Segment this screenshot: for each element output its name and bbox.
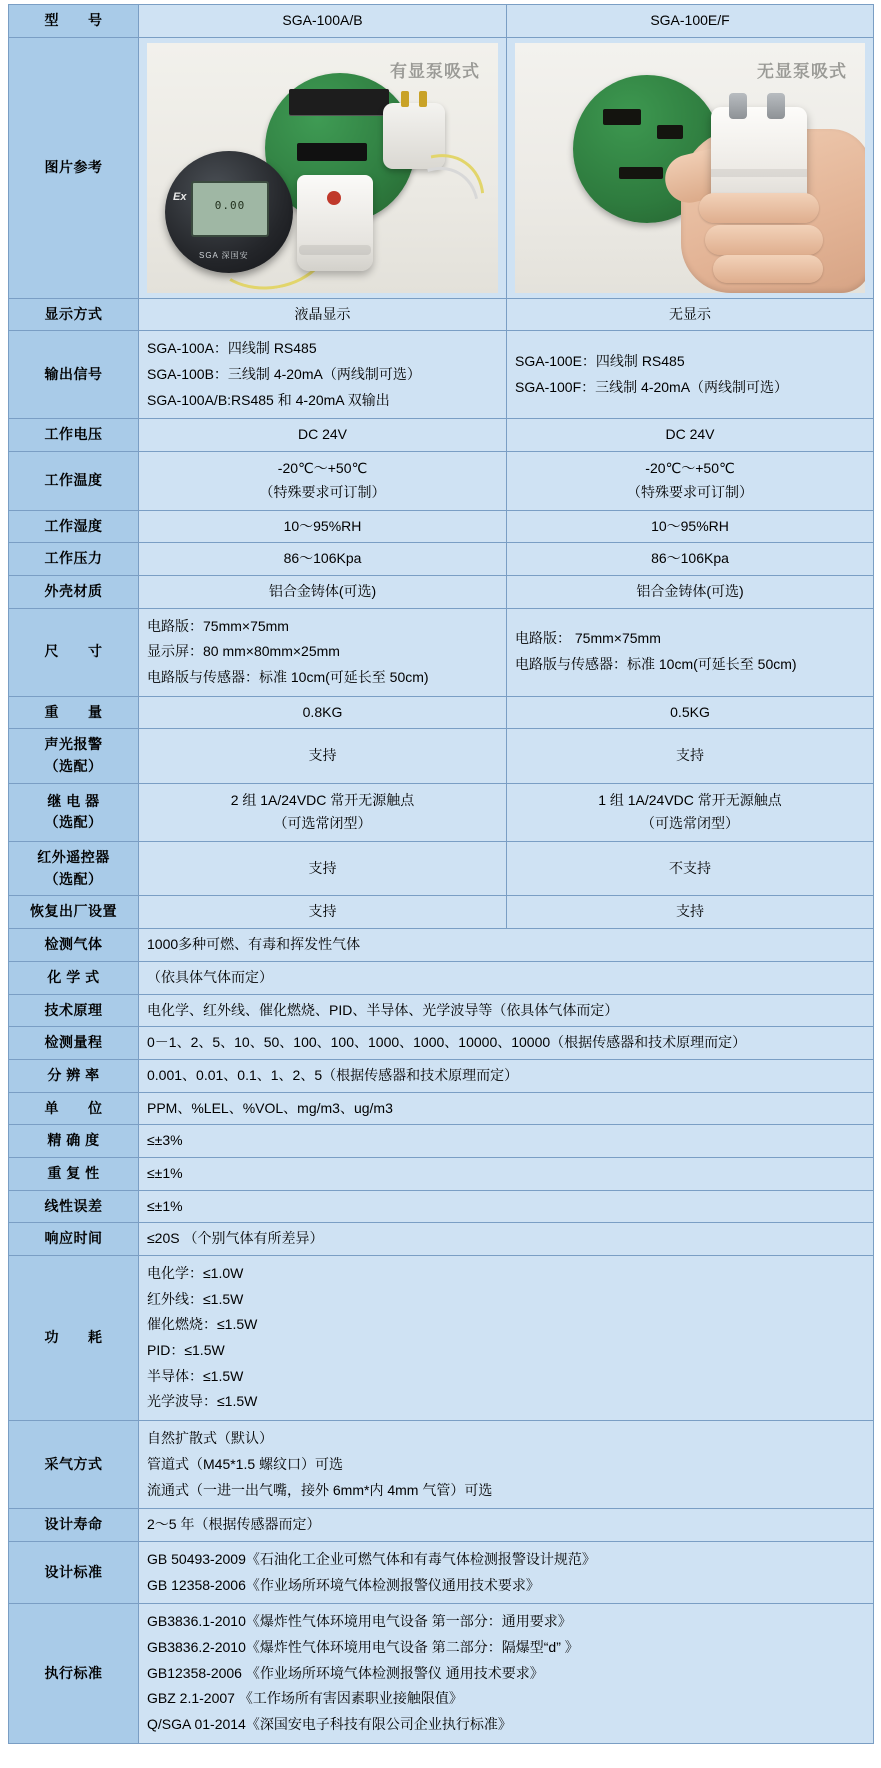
- probe-band-image: [711, 169, 807, 177]
- temperature-b-line-2: （特殊要求可订制）: [627, 483, 753, 500]
- factory-reset-b-value: 支持: [507, 896, 874, 929]
- table-row-pressure: [9, 543, 874, 576]
- chip-image: [603, 109, 641, 125]
- size-a-line-3: 电路版与传感器：标准 10cm(可延长至 50cm): [147, 668, 429, 685]
- temperature-a-line-1: -20℃～+50℃: [277, 460, 368, 477]
- shell-a-value: 铝合金铸体(可选): [139, 575, 507, 608]
- weight-a-value: 0.8KG: [139, 696, 507, 729]
- row-label-photo: 图片参考: [9, 37, 139, 298]
- row-label-gas: 检测气体: [9, 929, 139, 962]
- temperature-b-value: [507, 452, 874, 510]
- photo-caption-b: 无显泵吸式: [757, 61, 847, 81]
- row-label-pressure: 工作压力: [9, 543, 139, 576]
- row-label-response: 响应时间: [9, 1223, 139, 1256]
- row-label-accuracy: 精 确 度: [9, 1125, 139, 1158]
- pump-unit-image: [297, 175, 373, 271]
- principle-value: 电化学、红外线、催化燃烧、PID、半导体、光学波导等（依具体气体而定）: [139, 994, 874, 1027]
- table-row-accuracy: [9, 1125, 874, 1158]
- row-label-humidity: 工作湿度: [9, 510, 139, 543]
- temperature-a-value: [139, 452, 507, 510]
- row-label-range: 检测量程: [9, 1027, 139, 1060]
- table-row-power: [9, 1256, 874, 1421]
- chip-image: [657, 125, 683, 139]
- output-a-line-1: SGA-100A：四线制 RS485: [147, 340, 317, 357]
- table-row-exec-standard: [9, 1604, 874, 1743]
- table-row-range: [9, 1027, 874, 1060]
- sampling-value: [139, 1421, 874, 1509]
- row-label-repeatability: 重 复 性: [9, 1157, 139, 1190]
- product-photo-a: [147, 43, 498, 293]
- row-label-factory-reset: 恢复出厂设置: [9, 896, 139, 929]
- lifetime-value: 2～5 年（根据传感器而定）: [139, 1509, 874, 1542]
- row-label-sampling: 采气方式: [9, 1421, 139, 1509]
- lcd-reading: 0.00: [214, 198, 246, 212]
- relay-a-line-2: （可选常闭型）: [273, 815, 372, 832]
- photo-caption-a: 有显泵吸式: [390, 61, 480, 81]
- linearity-value: ≤±1%: [139, 1190, 874, 1223]
- specification-table: [8, 4, 874, 1744]
- power-line-4: PID：≤1.5W: [147, 1342, 225, 1359]
- table-row-model: [9, 5, 874, 38]
- product-photo-b: [515, 43, 865, 293]
- table-row-principle: [9, 994, 874, 1027]
- table-row-relay: [9, 783, 874, 841]
- output-b-value: [507, 331, 874, 419]
- table-row-factory-reset: [9, 896, 874, 929]
- output-a-value: [139, 331, 507, 419]
- row-label-remote: [9, 842, 139, 896]
- chip-image: [619, 167, 663, 179]
- row-label-model: 型 号: [9, 5, 139, 38]
- power-line-3: 催化燃烧：≤1.5W: [147, 1316, 258, 1333]
- unit-value: PPM、%LEL、%VOL、mg/m3、ug/m3: [139, 1092, 874, 1125]
- table-row-display: [9, 298, 874, 331]
- resolution-value: 0.001、0.01、0.1、1、2、5（根据传感器和技术原理而定）: [139, 1059, 874, 1092]
- model-b-value: SGA-100E/F: [507, 5, 874, 38]
- size-b-value: [507, 608, 874, 696]
- row-label-relay-line-2: （选配）: [44, 814, 103, 831]
- row-label-formula: 化 学 式: [9, 961, 139, 994]
- row-label-design-standard: 设计标准: [9, 1541, 139, 1603]
- row-label-temperature: 工作温度: [9, 452, 139, 510]
- sampling-line-3: 流通式（一进一出气嘴，接外 6mm*内 4mm 气管）可选: [147, 1481, 493, 1498]
- display-b-value: 无显示: [507, 298, 874, 331]
- power-line-5: 半导体：≤1.5W: [147, 1367, 244, 1384]
- relay-a-value: [139, 783, 507, 841]
- pump-indicator-icon: [327, 191, 341, 205]
- table-row-lifetime: [9, 1509, 874, 1542]
- humidity-a-value: 10～95%RH: [139, 510, 507, 543]
- voltage-a-value: DC 24V: [139, 419, 507, 452]
- table-row-remote: [9, 842, 874, 896]
- finger-image: [705, 225, 823, 255]
- row-label-weight: 重 量: [9, 696, 139, 729]
- row-label-unit: 单 位: [9, 1092, 139, 1125]
- row-label-exec-standard: 执行标准: [9, 1604, 139, 1743]
- display-unit-image: [165, 151, 293, 273]
- table-row-gas: [9, 929, 874, 962]
- accuracy-value: ≤±3%: [139, 1125, 874, 1158]
- ex-mark-label: Ex: [173, 190, 187, 203]
- table-row-linearity: [9, 1190, 874, 1223]
- display-a-value: 液晶显示: [139, 298, 507, 331]
- table-row-weight: [9, 696, 874, 729]
- table-row-sampling: [9, 1421, 874, 1509]
- table-row-temperature: [9, 452, 874, 510]
- row-label-alarm: [9, 729, 139, 783]
- shell-b-value: 铝合金铸体(可选): [507, 575, 874, 608]
- table-row-humidity: [9, 510, 874, 543]
- range-value: 0－1、2、5、10、50、100、100、1000、1000、10000、10000（根据传感器和技术原理而定）: [139, 1027, 874, 1060]
- finger-image: [699, 193, 819, 223]
- weight-b-value: 0.5KG: [507, 696, 874, 729]
- design-standard-line-1: GB 50493-2009《石油化工企业可燃气体和有毒气体检测报警设计规范》: [147, 1550, 596, 1567]
- row-label-lifetime: 设计寿命: [9, 1509, 139, 1542]
- size-b-line-2: 电路版与传感器：标准 10cm(可延长至 50cm): [515, 656, 797, 673]
- photo-cell-a: [139, 37, 507, 298]
- size-b-line-1: 电路版： 75mm×75mm: [515, 630, 661, 647]
- remote-b-value: 不支持: [507, 842, 874, 896]
- sampling-line-1: 自然扩散式（默认）: [147, 1430, 273, 1447]
- relay-a-line-1: 2 组 1A/24VDC 常开无源触点: [230, 791, 415, 808]
- gas-port-icon: [767, 93, 785, 119]
- table-row-size: [9, 608, 874, 696]
- formula-value: （依具体气体而定）: [139, 961, 874, 994]
- alarm-a-value: 支持: [139, 729, 507, 783]
- relay-b-line-2: （可选常闭型）: [641, 815, 739, 832]
- exec-standard-line-5: Q/SGA 01-2014《深国安电子科技有限公司企业执行标准》: [147, 1716, 512, 1732]
- power-value: [139, 1256, 874, 1421]
- row-label-remote-line-2: （选配）: [44, 870, 103, 887]
- size-a-value: [139, 608, 507, 696]
- table-row-formula: [9, 961, 874, 994]
- table-row-voltage: [9, 419, 874, 452]
- design-standard-value: [139, 1541, 874, 1603]
- row-label-principle: 技术原理: [9, 994, 139, 1027]
- remote-a-value: 支持: [139, 842, 507, 896]
- row-label-display: 显示方式: [9, 298, 139, 331]
- output-a-line-2: SGA-100B：三线制 4-20mA（两线制可选）: [147, 366, 421, 383]
- pressure-a-value: 86～106Kpa: [139, 543, 507, 576]
- humidity-b-value: 10～95%RH: [507, 510, 874, 543]
- relay-b-value: [507, 783, 874, 841]
- design-standard-line-2: GB 12358-2006《作业场所环境气体检测报警仪通用技术要求》: [147, 1576, 540, 1593]
- size-a-line-1: 电路版：75mm×75mm: [147, 617, 289, 634]
- exec-standard-line-3: GB12358-2006 《作业场所环境气体检测报警仪 通用技术要求》: [147, 1664, 544, 1681]
- brand-label: SGA 深国安: [199, 251, 249, 261]
- finger-image: [713, 255, 823, 283]
- table-row-output: [9, 331, 874, 419]
- table-row-alarm: [9, 729, 874, 783]
- repeatability-value: ≤±1%: [139, 1157, 874, 1190]
- gas-port-icon: [729, 93, 747, 119]
- row-label-alarm-line-1: 声光报警: [44, 736, 103, 753]
- row-label-voltage: 工作电压: [9, 419, 139, 452]
- row-label-alarm-line-2: （选配）: [44, 758, 103, 774]
- temperature-a-line-2: （特殊要求可订制）: [259, 483, 386, 500]
- output-a-line-3: SGA-100A/B:RS485 和 4-20mA 双输出: [147, 391, 390, 408]
- power-line-6: 光学波导：≤1.5W: [147, 1393, 258, 1410]
- table-row-shell: [9, 575, 874, 608]
- exec-standard-value: [139, 1604, 874, 1743]
- row-label-linearity: 线性误差: [9, 1190, 139, 1223]
- gas-value: 1000多种可燃、有毒和挥发性气体: [139, 929, 874, 962]
- size-a-line-2: 显示屏：80 mm×80mm×25mm: [147, 643, 340, 660]
- row-label-shell: 外壳材质: [9, 575, 139, 608]
- relay-b-line-1: 1 组 1A/24VDC 常开无源触点: [598, 791, 782, 808]
- factory-reset-a-value: 支持: [139, 896, 507, 929]
- row-label-resolution: 分 辨 率: [9, 1059, 139, 1092]
- output-b-line-2: SGA-100F：三线制 4-20mA（两线制可选）: [515, 378, 789, 395]
- response-value: ≤20S （个别气体有所差异）: [139, 1223, 874, 1256]
- row-label-size: 尺 寸: [9, 608, 139, 696]
- exec-standard-line-2: GB3836.2-2010《爆炸性气体环境用电气设备 第二部分：隔爆型“d” 》: [147, 1638, 579, 1655]
- alarm-b-value: 支持: [507, 729, 874, 783]
- row-label-relay: [9, 783, 139, 841]
- table-row-design-standard: [9, 1541, 874, 1603]
- table-row-resolution: [9, 1059, 874, 1092]
- exec-standard-line-1: GB3836.1-2010《爆炸性气体环境用电气设备 第一部分：通用要求》: [147, 1613, 572, 1630]
- table-row-repeatability: [9, 1157, 874, 1190]
- power-line-2: 红外线：≤1.5W: [147, 1290, 244, 1307]
- sampling-line-2: 管道式（M45*1.5 螺纹口）可选: [147, 1455, 344, 1472]
- row-label-relay-line-1: 继 电 器: [47, 792, 100, 809]
- pressure-b-value: 86～106Kpa: [507, 543, 874, 576]
- output-b-line-1: SGA-100E：四线制 RS485: [515, 353, 685, 370]
- row-label-remote-line-1: 红外遥控器: [37, 849, 110, 866]
- table-row-photo: [9, 37, 874, 298]
- temperature-b-line-1: -20℃～+50℃: [645, 460, 735, 477]
- voltage-b-value: DC 24V: [507, 419, 874, 452]
- table-row-unit: [9, 1092, 874, 1125]
- power-line-1: 电化学：≤1.0W: [147, 1265, 244, 1281]
- row-label-output: 输出信号: [9, 331, 139, 419]
- photo-cell-b: [507, 37, 874, 298]
- row-label-power: 功 耗: [9, 1256, 139, 1421]
- model-a-value: SGA-100A/B: [139, 5, 507, 38]
- pump-ring-image: [299, 245, 371, 255]
- table-row-response: [9, 1223, 874, 1256]
- lcd-screen-image: [191, 181, 269, 237]
- exec-standard-line-4: GBZ 2.1-2007 《工作场所有害因素职业接触限值》: [147, 1690, 463, 1707]
